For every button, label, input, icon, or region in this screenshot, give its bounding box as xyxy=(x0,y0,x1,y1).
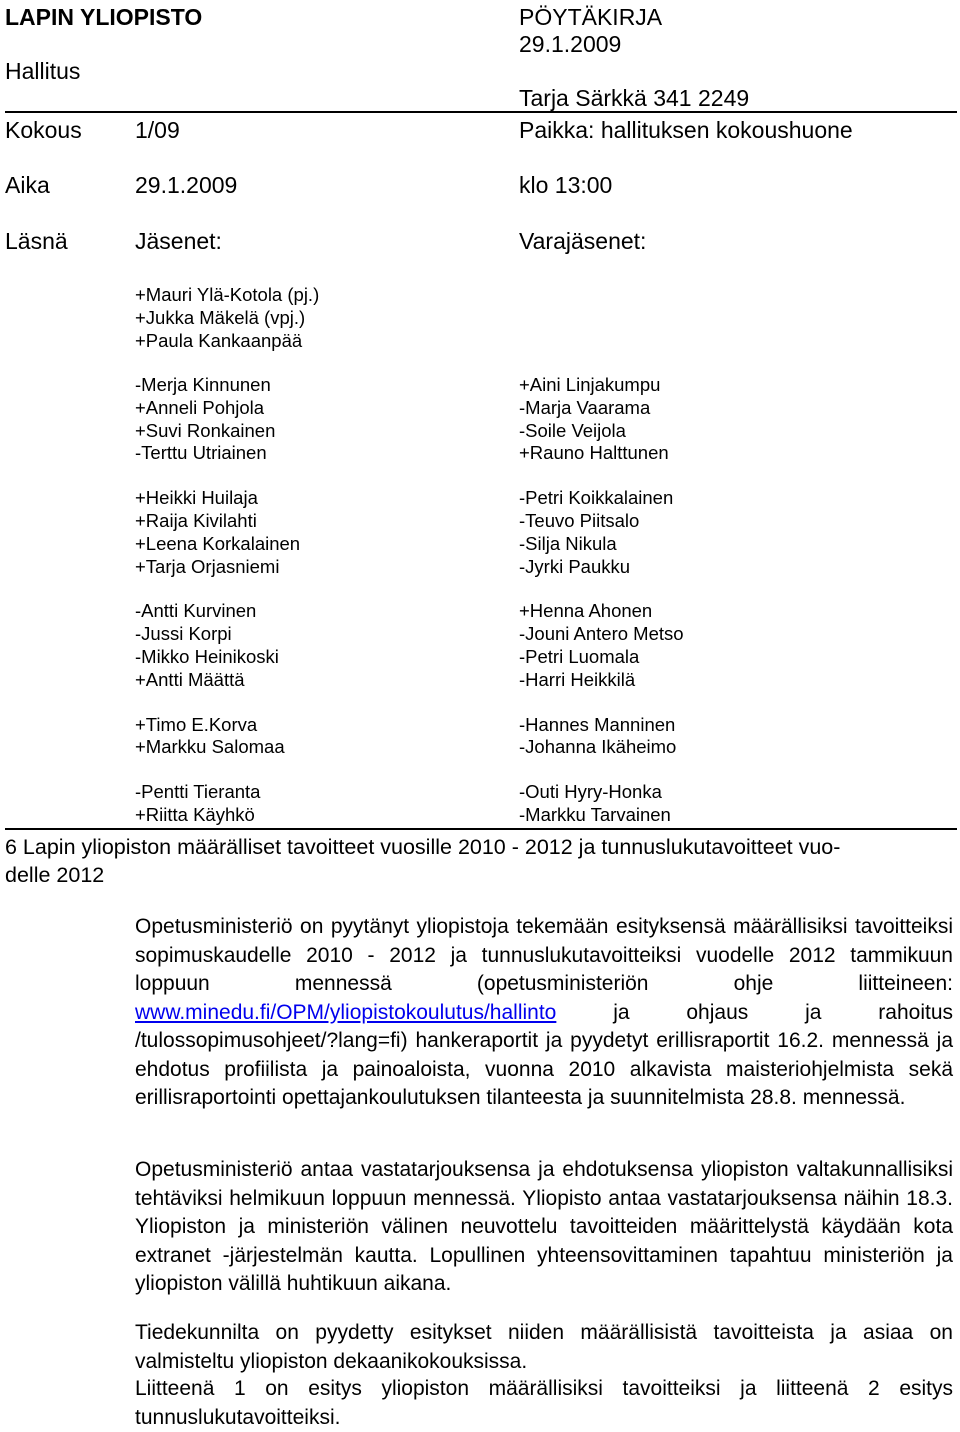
members-label: Jäsenet: xyxy=(135,228,222,254)
aika-value: 29.1.2009 xyxy=(135,172,238,198)
meeting-time: klo 13:00 xyxy=(519,172,613,198)
section-title-line: delle 2012 xyxy=(5,863,105,887)
leader-name: +Mauri Ylä-Kotola (pj.) xyxy=(135,284,320,305)
deputy-name: -Jouni Antero Metso xyxy=(519,623,684,645)
member-name: +Riitta Käyhkö xyxy=(135,803,255,825)
deputy-name: +Aini Linjakumpu xyxy=(519,374,661,395)
member-name: -Terttu Utriainen xyxy=(135,442,267,464)
document-type: PÖYTÄKIRJA xyxy=(519,4,663,30)
member-name: -Mikko Heinikoski xyxy=(135,645,279,667)
deputy-name: -Marja Vaarama xyxy=(519,396,651,418)
member-name: -Antti Kurvinen xyxy=(135,600,257,622)
ministry-link[interactable]: www.minedu.fi/OPM/yliopistokoulutus/hallinto xyxy=(135,1000,557,1024)
board-name: Hallitus xyxy=(5,58,81,84)
member-name: +Antti Määttä xyxy=(135,668,245,690)
aika-label: Aika xyxy=(5,172,50,198)
header-rule xyxy=(5,111,957,113)
member-name: +Tarja Orjasniemi xyxy=(135,555,280,577)
contact-person: Tarja Särkkä 341 2249 xyxy=(519,85,750,111)
deputy-name: -Markku Tarvainen xyxy=(519,803,671,825)
kokous-label: Kokous xyxy=(5,117,82,143)
deputy-name: -Johanna Ikäheimo xyxy=(519,736,677,758)
kokous-value: 1/09 xyxy=(135,117,180,143)
meeting-location: Paikka: hallituksen kokoushuone xyxy=(519,117,853,143)
lasna-label: Läsnä xyxy=(5,228,68,254)
leader-name: +Paula Kankaanpää xyxy=(135,329,303,351)
deputy-name: -Hannes Manninen xyxy=(519,713,676,735)
member-name: +Heikki Huilaja xyxy=(135,487,258,509)
member-name: +Suvi Ronkainen xyxy=(135,419,276,441)
member-name: +Raija Kivilahti xyxy=(135,509,257,531)
paragraph-ministry-offer: Opetusministeriö antaa vastatarjouksensa ja ehdotuksensa yliopiston valtakunnallisiksi tehtäviksi helmikuun loppuun mennessä. Yliopisto antaa vastatarjouksensa näihin 18.3. Yliopiston ja ministeriön välinen neuvottelu tavoitteiden määrittelystä käydään kota extranet -järjestelmän kautta. Lopullinen yhteensovittaminen tapahtuu ministeriön ja yliopiston välillä huhtikuun aikana. xyxy=(135,1158,953,1295)
deputy-name: -Outi Hyry-Honka xyxy=(519,781,662,803)
member-name: +Leena Korkalainen xyxy=(135,532,301,554)
deputy-name: -Petri Koikkalainen xyxy=(519,487,674,509)
section-title xyxy=(5,833,945,889)
deputy-name: -Soile Veijola xyxy=(519,419,626,441)
member-name: -Merja Kinnunen xyxy=(135,374,271,395)
deputy-name: +Henna Ahonen xyxy=(519,600,653,622)
deputy-name: -Teuvo Piitsalo xyxy=(519,509,640,531)
leaders-list xyxy=(135,284,319,352)
deputies-list xyxy=(519,374,684,827)
member-name: +Timo E.Korva xyxy=(135,713,258,735)
document-date: 29.1.2009 xyxy=(519,31,622,57)
section-rule xyxy=(5,828,957,830)
deputy-name: -Silja Nikula xyxy=(519,532,617,554)
member-name: -Jussi Korpi xyxy=(135,623,232,645)
members-list xyxy=(135,374,300,827)
deputy-name: +Rauno Halttunen xyxy=(519,442,669,464)
deputies-label: Varajäsenet: xyxy=(519,228,647,254)
member-name: +Anneli Pohjola xyxy=(135,396,265,418)
org-name: LAPIN YLIOPISTO xyxy=(5,4,203,30)
paragraph-request xyxy=(135,913,953,1113)
paragraph-attachments: Liitteenä 1 on esitys yliopiston määrällisiksi tavoitteiksi ja liitteenä 2 esitys tunnuslukutavoitteiksi. xyxy=(135,1377,953,1429)
member-name: +Markku Salomaa xyxy=(135,736,285,758)
paragraph-text: Opetusministeriö on pyytänyt yliopistoja tekemään esityksensä määrällisiksi tavoitteiksi sopimuskaudelle 2010 - 2012 ja tunnuslukutavoitteiksi vuodelle 2012 tammikuun loppuun mennessä (opetusministeriön ohje liitteineen: xyxy=(135,915,953,995)
paragraph-text: ja ohjaus ja rahoitus /tulossopimusohjeet/?lang=fi) hankeraportit ja pyydetyt erillisraportit 16.2. mennessä ja ehdotus profiilista ja painoaloista, vuonna 2010 alkavista maisteriohjelmista sekä erillisraportointi opettajankoulutuksen tilanteesta ja suunnitelmista 28.8. mennessä. xyxy=(135,1000,953,1109)
deputy-name: -Jyrki Paukku xyxy=(519,555,631,577)
paragraph-faculties: Tiedekunnilta on pyydetty esitykset niiden määrällisistä tavoitteista ja asiaa on valmisteltu yliopiston dekaanikokouksissa. xyxy=(135,1321,953,1373)
deputy-name: -Harri Heikkilä xyxy=(519,668,636,690)
deputy-name: -Petri Luomala xyxy=(519,645,640,667)
section-title-line: 6 Lapin yliopiston määrälliset tavoitteet vuosille 2010 - 2012 ja tunnuslukutavoitteet vuo- xyxy=(5,835,841,859)
member-name: -Pentti Tieranta xyxy=(135,781,261,803)
leader-name: +Jukka Mäkelä (vpj.) xyxy=(135,306,306,328)
